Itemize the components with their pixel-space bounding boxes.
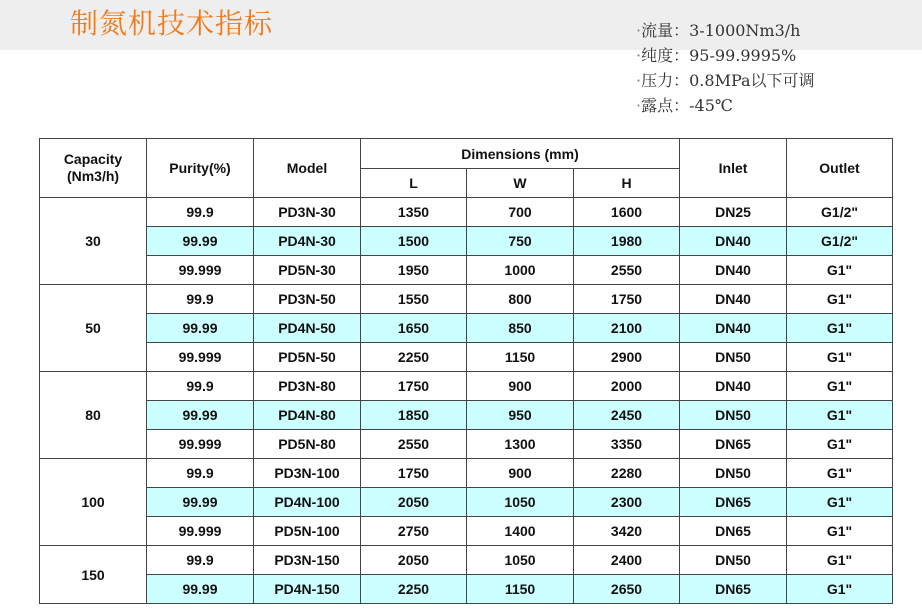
W-cell: 1000 (467, 256, 574, 285)
L-cell: 1550 (361, 285, 467, 314)
capacity-cell: 80 (40, 372, 147, 459)
inlet-cell: DN65 (680, 430, 787, 459)
H-cell: 2900 (574, 343, 680, 372)
model-cell: PD4N-80 (254, 401, 361, 430)
model-cell: PD5N-50 (254, 343, 361, 372)
table-row (40, 401, 893, 430)
H-cell: 3350 (574, 430, 680, 459)
inlet-cell: DN40 (680, 314, 787, 343)
W-cell: 850 (467, 314, 574, 343)
inlet-cell: DN40 (680, 372, 787, 401)
H-cell: 2000 (574, 372, 680, 401)
inlet-cell: DN40 (680, 285, 787, 314)
spec-label: 流量 (641, 21, 674, 40)
model-cell: PD5N-30 (254, 256, 361, 285)
inlet-cell: DN25 (680, 198, 787, 227)
purity-cell: 99.9 (147, 459, 254, 488)
outlet-cell: G1" (787, 401, 893, 430)
H-cell: 2400 (574, 546, 680, 575)
model-cell: PD4N-50 (254, 314, 361, 343)
header-L: L (361, 169, 467, 198)
spec-table (39, 138, 893, 604)
H-cell: 1980 (574, 227, 680, 256)
W-cell: 800 (467, 285, 574, 314)
spec-value: 95-99.9995% (689, 46, 797, 65)
header-purity: Purity(%) (147, 139, 254, 198)
table-row (40, 575, 893, 604)
purity-cell: 99.9 (147, 198, 254, 227)
purity-cell: 99.9 (147, 546, 254, 575)
table-row (40, 198, 893, 227)
H-cell: 2100 (574, 314, 680, 343)
L-cell: 1750 (361, 372, 467, 401)
H-cell: 2550 (574, 256, 680, 285)
header-model: Model (254, 139, 361, 198)
outlet-cell: G1" (787, 459, 893, 488)
capacity-cell: 150 (40, 546, 147, 604)
table-row (40, 285, 893, 314)
W-cell: 900 (467, 459, 574, 488)
outlet-cell: G1" (787, 314, 893, 343)
purity-cell: 99.99 (147, 488, 254, 517)
model-cell: PD3N-50 (254, 285, 361, 314)
purity-cell: 99.9 (147, 285, 254, 314)
inlet-cell: DN65 (680, 488, 787, 517)
purity-cell: 99.9 (147, 372, 254, 401)
inlet-cell: DN40 (680, 256, 787, 285)
inlet-cell: DN50 (680, 459, 787, 488)
W-cell: 1050 (467, 488, 574, 517)
outlet-cell: G1/2" (787, 198, 893, 227)
purity-cell: 99.99 (147, 401, 254, 430)
W-cell: 900 (467, 372, 574, 401)
header-capacity: Capacity (Nm3/h) (40, 139, 147, 198)
table-row (40, 517, 893, 546)
spec-dewpoint: ·露点：-45℃ (636, 96, 733, 115)
L-cell: 2550 (361, 430, 467, 459)
purity-cell: 99.999 (147, 256, 254, 285)
inlet-cell: DN65 (680, 575, 787, 604)
inlet-cell: DN65 (680, 517, 787, 546)
outlet-cell: G1" (787, 546, 893, 575)
L-cell: 2250 (361, 575, 467, 604)
outlet-cell: G1" (787, 430, 893, 459)
spec-label: 压力 (641, 71, 674, 90)
page-title: 制氮机技术指标 (70, 7, 274, 40)
purity-cell: 99.999 (147, 343, 254, 372)
table-row (40, 256, 893, 285)
model-cell: PD4N-30 (254, 227, 361, 256)
table-row (40, 488, 893, 517)
W-cell: 700 (467, 198, 574, 227)
inlet-cell: DN50 (680, 401, 787, 430)
model-cell: PD5N-80 (254, 430, 361, 459)
model-cell: PD3N-100 (254, 459, 361, 488)
model-cell: PD3N-30 (254, 198, 361, 227)
outlet-cell: G1" (787, 517, 893, 546)
spec-flow: ·流量：3-1000Nm3/h (636, 21, 801, 40)
purity-cell: 99.999 (147, 517, 254, 546)
H-cell: 3420 (574, 517, 680, 546)
purity-cell: 99.999 (147, 430, 254, 459)
capacity-cell: 100 (40, 459, 147, 546)
model-cell: PD3N-80 (254, 372, 361, 401)
H-cell: 2650 (574, 575, 680, 604)
W-cell: 1150 (467, 343, 574, 372)
table-row (40, 430, 893, 459)
L-cell: 1950 (361, 256, 467, 285)
purity-cell: 99.99 (147, 575, 254, 604)
outlet-cell: G1" (787, 488, 893, 517)
table-row (40, 343, 893, 372)
purity-cell: 99.99 (147, 227, 254, 256)
W-cell: 1150 (467, 575, 574, 604)
outlet-cell: G1" (787, 285, 893, 314)
table-row (40, 372, 893, 401)
spec-pressure: ·压力：0.8MPa以下可调 (636, 71, 815, 90)
spec-label: 露点 (641, 96, 674, 115)
W-cell: 1400 (467, 517, 574, 546)
H-cell: 1750 (574, 285, 680, 314)
W-cell: 1050 (467, 546, 574, 575)
capacity-cell: 30 (40, 198, 147, 285)
W-cell: 750 (467, 227, 574, 256)
L-cell: 2050 (361, 488, 467, 517)
L-cell: 1500 (361, 227, 467, 256)
H-cell: 2450 (574, 401, 680, 430)
header-dimensions: Dimensions (mm) (361, 139, 680, 169)
outlet-cell: G1" (787, 256, 893, 285)
L-cell: 2750 (361, 517, 467, 546)
header-W: W (467, 169, 574, 198)
L-cell: 1850 (361, 401, 467, 430)
purity-cell: 99.99 (147, 314, 254, 343)
L-cell: 1350 (361, 198, 467, 227)
model-cell: PD3N-150 (254, 546, 361, 575)
table-row (40, 227, 893, 256)
inlet-cell: DN50 (680, 343, 787, 372)
outlet-cell: G1/2" (787, 227, 893, 256)
L-cell: 2250 (361, 343, 467, 372)
W-cell: 950 (467, 401, 574, 430)
outlet-cell: G1" (787, 575, 893, 604)
spec-value: -45℃ (689, 96, 733, 115)
table-row (40, 459, 893, 488)
outlet-cell: G1" (787, 372, 893, 401)
L-cell: 1750 (361, 459, 467, 488)
capacity-cell: 50 (40, 285, 147, 372)
outlet-cell: G1" (787, 343, 893, 372)
model-cell: PD5N-100 (254, 517, 361, 546)
table-row (40, 546, 893, 575)
L-cell: 1650 (361, 314, 467, 343)
W-cell: 1300 (467, 430, 574, 459)
spec-label: 纯度 (641, 46, 674, 65)
header-H: H (574, 169, 680, 198)
L-cell: 2050 (361, 546, 467, 575)
model-cell: PD4N-150 (254, 575, 361, 604)
spec-value: 3-1000Nm3/h (689, 21, 801, 40)
header-outlet: Outlet (787, 139, 893, 198)
spec-purity: ·纯度：95-99.9995% (636, 46, 797, 65)
header-inlet: Inlet (680, 139, 787, 198)
inlet-cell: DN50 (680, 546, 787, 575)
H-cell: 2280 (574, 459, 680, 488)
H-cell: 2300 (574, 488, 680, 517)
H-cell: 1600 (574, 198, 680, 227)
model-cell: PD4N-100 (254, 488, 361, 517)
table-row (40, 314, 893, 343)
spec-list (636, 18, 815, 118)
spec-value: 0.8MPa以下可调 (689, 71, 815, 90)
inlet-cell: DN40 (680, 227, 787, 256)
